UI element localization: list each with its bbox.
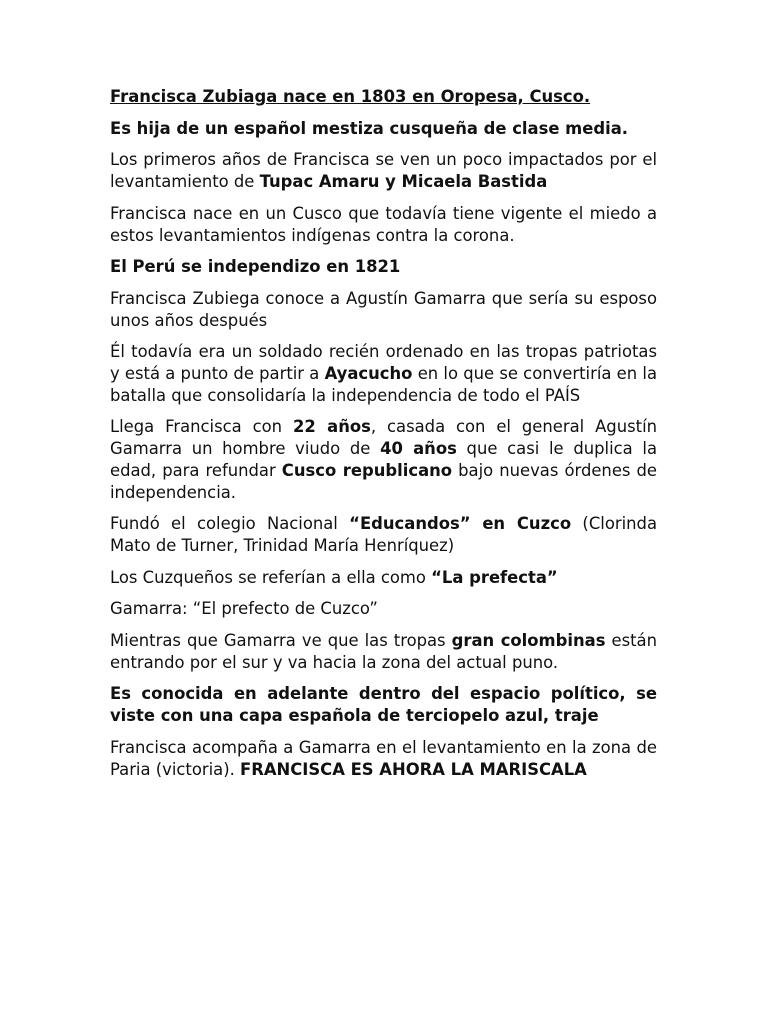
paragraph <box>110 341 657 406</box>
text-run: Llega Francisca con <box>110 417 293 437</box>
paragraph <box>110 256 657 278</box>
text-run: en lo que se convertiría en la batalla que consolidaría la independencia de todo el PAÍS <box>110 364 657 405</box>
paragraph <box>110 598 657 620</box>
bold-text: “Educandos” en Cuzco <box>349 514 572 534</box>
document-page <box>110 86 657 790</box>
bold-text: gran colombinas <box>451 631 606 651</box>
text-run: están entrando por el sur y va hacia la zona del actual puno. <box>110 631 657 672</box>
bold-text: Ayacucho <box>324 364 413 384</box>
bold-text: FRANCISCA ES AHORA LA MARISCALA <box>240 759 587 779</box>
bold-text: Es conocida en adelante dentro del espacio político, se viste con una capa española de terciopelo azul, traje <box>110 684 657 726</box>
paragraph <box>110 203 657 246</box>
paragraph <box>110 683 657 726</box>
paragraph <box>110 630 657 673</box>
bold-text: El Perú se independizo en 1821 <box>110 257 401 277</box>
text-run: Los Cuzqueños se referían a ella como <box>110 567 432 587</box>
paragraph <box>110 288 657 331</box>
bold-text: Es hija de un español mestiza cusqueña de clase media. <box>110 118 629 138</box>
bold-text: 22 años <box>292 417 371 437</box>
bold-text: 40 años <box>380 439 457 459</box>
text-run: Francisca acompaña a Gamarra en el levantamiento en la zona de Paria (victoria). <box>110 737 657 779</box>
document-body <box>110 118 657 781</box>
text-run: Francisca Zubiega conoce a Agustín Gamarra que sería su esposo unos años después <box>110 288 657 330</box>
text-run: Los primeros años de Francisca se ven un poco impactados por el levantamiento de <box>110 150 657 192</box>
text-run: (Clorinda Mato de Turner, Trinidad María Henríquez) <box>110 514 657 555</box>
text-run: que casi le duplica la edad, para refundar <box>110 439 657 480</box>
text-run: Él todavía era un soldado recién ordenado en las tropas patriotas y está a punto de partir a <box>110 342 657 384</box>
text-run: Fundó el colegio Nacional <box>110 514 350 534</box>
text-run: Mientras que Gamarra ve que las tropas <box>110 631 452 651</box>
text-run: bajo nuevas órdenes de independencia. <box>110 460 657 502</box>
bold-text: Tupac Amaru y Micaela Bastida <box>259 172 548 192</box>
paragraph <box>110 416 657 503</box>
bold-text: “La prefecta” <box>431 567 558 587</box>
paragraph <box>110 737 657 780</box>
paragraph <box>110 567 657 589</box>
paragraph <box>110 118 657 140</box>
text-run: Gamarra: “El prefecto de Cuzco” <box>110 599 378 619</box>
text-run: , casada con el general Agustín Gamarra un hombre viudo de <box>110 417 658 459</box>
document-title: Francisca Zubiaga nace en 1803 en Oropesa, Cusco. <box>110 87 591 106</box>
text-run: Francisca nace en un Cusco que todavía tiene vigente el miedo a estos levantamientos indígenas contra la corona. <box>110 203 657 245</box>
paragraph <box>110 513 657 556</box>
paragraph <box>110 149 657 192</box>
bold-text: Cusco republicano <box>281 460 453 480</box>
